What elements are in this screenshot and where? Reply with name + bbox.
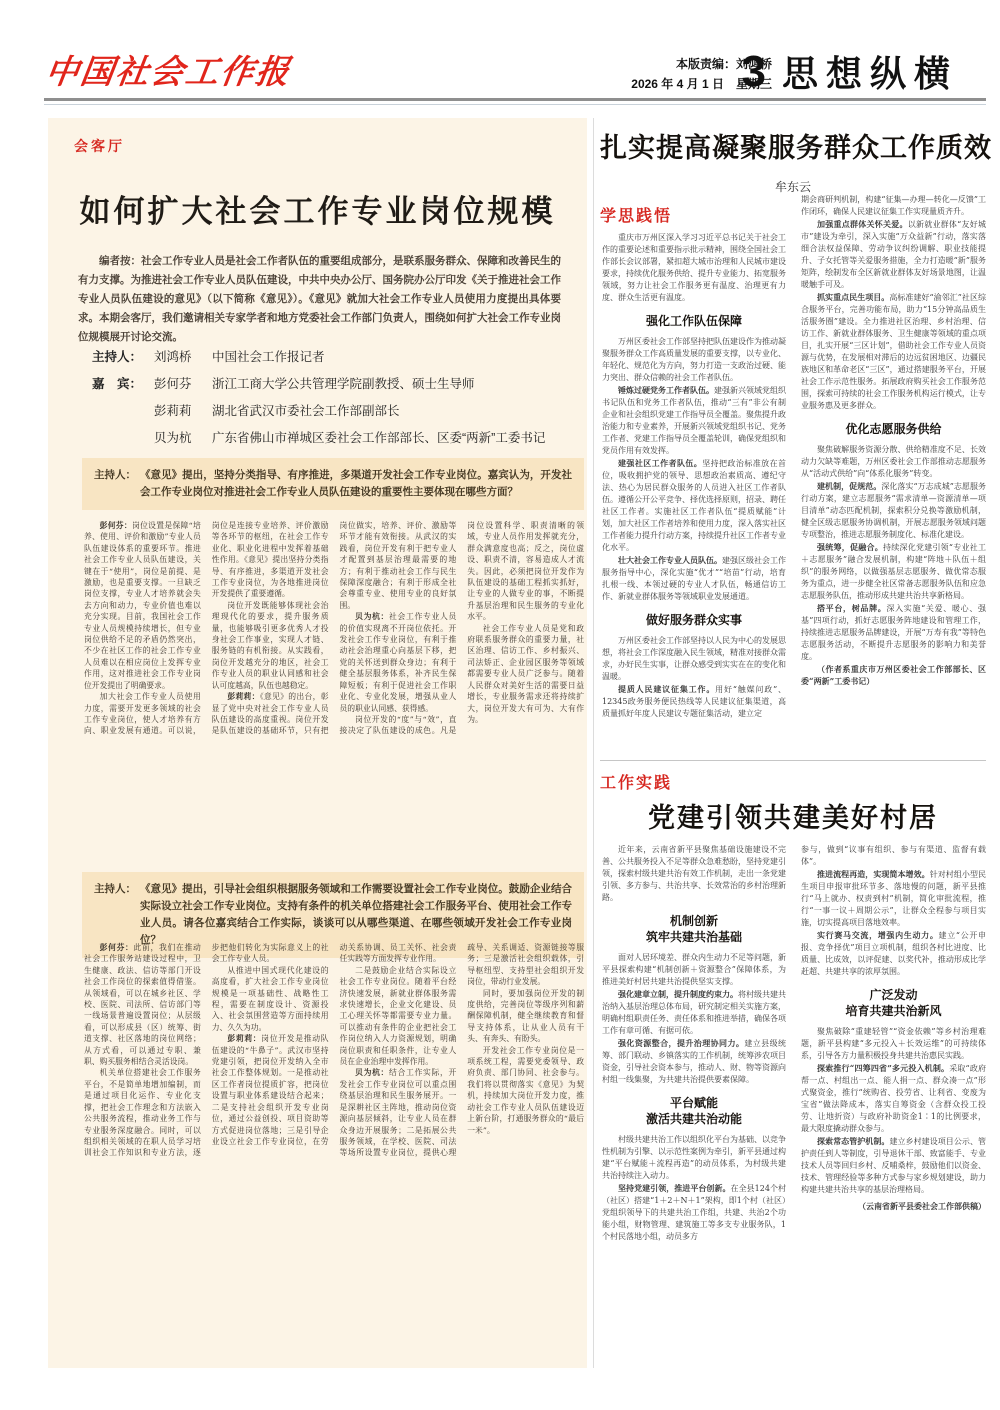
article-a-byline: 牟东云	[774, 180, 811, 194]
body-paragraph: 贝为杭：社会工作专业人员的价值实现离不开岗位依托。开发社会工作专业岗位，有利于推动社会治理重心向基层下移，把党的关怀送到群众身边；有利于健全基层服务体系，补齐民生保障短板；有利于促进社会工作职业化、专业化发展，增强从业人员的职业认同感、获得感。	[339, 612, 457, 713]
paragraph-lead: 实行赛马交流，增强内生动力。	[817, 930, 939, 940]
feature-headline: 如何扩大社会工作专业岗位规模	[79, 194, 556, 230]
host-label: 主持人：	[92, 350, 143, 364]
body-paragraph: 强统筹，促融合。持续深化党建引领“专业社工＋志愿服务”融合发展机制，构建“阵地＋队伍＋组织”的服务网络，以做强基层志愿服务、做优常态服务为重点，进一步健全社区常备志愿服务队伍和应急志愿服务队伍，推动形成共建共治共享新格局。	[801, 542, 986, 600]
guest-title: 广东省佛山市禅城区委社会工作部部长、区委“两新”工委书记	[212, 431, 546, 445]
moderator-label: 主持人：	[94, 883, 136, 895]
body-paragraph: 近年来，云南省新平县聚焦基础设施建设不完善、公共服务投入不足等群众急难愁盼，坚持党建引领，探索村级共建共治有效工作机制，走出一条党建引领、多方参与、共治共享、长效常治的乡村治理新路。	[602, 845, 786, 902]
paragraph-lead: 强化建章立制，提升制度约束力。	[618, 989, 738, 999]
paragraph-lead: 抓实重点民生项目。	[817, 292, 890, 302]
article-divider-horizontal	[600, 760, 986, 761]
moderator-question-1	[82, 458, 584, 510]
body-paragraph: 推进流程再造，实现简本增效。针对村组小型民生项目申报审批环节多、落地慢的问题，新平县推行“马上就办、权责到村”机制，简化审批流程，推行“一事一议＋周期公示”，让群众全程参与项目实施，切实提高项目落地效率。	[801, 869, 986, 927]
paragraph-lead: 贝为杭：	[355, 1068, 390, 1078]
body-paragraph: 重庆市万州区深入学习习近平总书记关于社会工作的重要论述和重要指示批示精神，围绕全国社会工作部长会议部署，紧扣超大城市治理和人民城市建设要求，持续优化服务供给、提升专业能力、拓宽服务领域，努力让社会工作服务更有温度、治理更有力度、群众生活更有温度。	[602, 233, 786, 302]
body-paragraph: 岗位开发的“度”与“效”，直接决定了队伍建设的成色。凡是岗位设置科学、职责清晰的领域，专业人员作用发挥就充分，群众满意度也高；反之，岗位虚设、职责不清，容易造成人才流失。因此，必须把岗位开发作为队伍建设的基础工程抓实抓好，让专业的人做专业的事，不断提升基层治理和民生服务的专业化水平。	[339, 521, 584, 736]
body-paragraph: 参与，做到“议事有组织、参与有渠道、监督有载体”。	[801, 845, 986, 866]
page-banner	[742, 46, 959, 97]
section-subhead: 强化工作队伍保障	[645, 314, 742, 328]
paragraph-lead: 加强重点群体关怀关爱。	[817, 219, 908, 229]
guest-row	[92, 371, 545, 398]
page-number: 3	[741, 46, 766, 96]
paragraph-lead: 探索常态管护机制。	[817, 1136, 890, 1146]
body-paragraph: 彭莉莉：《意见》的出台，彰显了党中央对社会工作专业人员队伍建设的高度重视。岗位开发是队伍建设的基础环节，只有把岗位做实，培养、评价、激励等环节才能有效衔接。从武汉的实践看，岗位开发有利于把专业人才配置到基层治理最需要的地方；有利于推动社会工作与民生保障深度融合；有利于形成全社会尊重专业、使用专业的良好氛围。	[211, 521, 457, 736]
body-paragraph: 彭莉莉：岗位开发是推动队伍建设的“牛鼻子”。武汉市坚持党建引领，把岗位开发纳入全市社会工作整体规划。一是推动社区工作者岗位提质扩容，把岗位设置与职业体系建设结合起来；二是支持社会组织开发专业岗位，通过公益创投、项目资助等方式促进岗位落地；三是引导企业设立社会工作专业岗位，在劳动关系协调、员工关怀、社会责任实践等方面发挥专业作用。	[211, 943, 457, 1146]
body-paragraph: 搭平台，树品牌。深入实施“关爱、暖心、强基”四项行动，抓好志愿服务阵地建设和管理工作，持续推进志愿服务品牌建设，开展“万寿有我”等特色志愿服务活动，不断提升志愿服务的影响力和美誉度。	[801, 603, 986, 661]
guest-title: 湖北省武汉市委社会工作部副部长	[212, 404, 400, 418]
paragraph-lead: 强统筹，促融合。	[817, 542, 883, 552]
body-paragraph: 聚焦破解服务资源分散、供给精准度不足、长效动力欠缺等难题，万州区委社会工作部推动志愿服务从“活动式供给”向“体系化服务”转变。	[801, 445, 986, 478]
article-a-headline: 扎实提高凝聚服务群众工作质效	[600, 133, 992, 164]
guest-label: 嘉 宾：	[92, 377, 143, 391]
paragraph-lead: 推进流程再造，实现简本增效。	[817, 869, 930, 879]
body-paragraph: 探索常态管护机制。建立乡村建设项目公示、管护责任到人等制度，引导退休干部、致富能手、专业技术人员等回归乡村、反哺桑梓，鼓励他们以资金、技术、管理经验等多种方式参与家乡规划建设，助力构建共建共治共享的基层治理格局。	[801, 1136, 986, 1194]
body-paragraph: 强化建章立制，提升制度约束力。将村级共建共治纳入基层治理总体布局，研究制定相关实施方案，明确村组职责任务、责任体系和推进举措，确保各项工作有章可循、有据可依。	[602, 989, 786, 1035]
header-rule-thick	[44, 98, 986, 101]
host-row	[92, 344, 545, 371]
body-paragraph: 实行赛马交流，增强内生动力。建立“公开申报、竞争择优”项目立项机制，组织各村比进度、比质量、比成效，以评促建、以奖代补，推动形成比学赶超、共建共享的浓厚氛围。	[801, 930, 986, 976]
column-divider-vertical	[593, 118, 594, 1368]
guest-title: 浙江工商大学公共管理学院副教授、硕士生导师	[212, 377, 475, 391]
body-paragraph: 建强社区工作者队伍。坚持把政治标准放在首位，吸收拥护党的领导、思想政治素质高、遵纪守法、热心为居民群众服务的人员进入社区工作者队伍。遵循公开公平竞争、择优选择原则，招录、聘任社区工作者。实施社区工作者队伍“提质赋能”计划，加大社区工作者培养和使用力度，深入落实社区工作者能力提升行动方案，持续提升社区工作者专业化水平。	[602, 458, 786, 552]
body-paragraph: 提质人民建议征集工作。用好“触媒问政”、12345政务服务便民热线等人民建议征集渠道，高质量抓好年度人民建议专题征集活动，建立定	[602, 684, 786, 718]
editor-note-text: 编者按：社会工作专业人员是社会工作者队伍的重要组成部分，是联系服务群众、保障和改善民生的有力支撑。为推进社会工作专业人员队伍建设，中共中央办公厅、国务院办公厅印发《关于推进社会工作专业人员队伍建设的意见》（以下简称《意见》）。《意见》就加大社会工作专业人员使用力度提出具体要求。本期会客厅，我们邀请相关专家学者和地方党委社会工作部门负责人，围绕如何扩大社会工作专业岗位规模展开讨论交流。	[78, 255, 561, 343]
question-text: 《意见》提出，引导社会组织根据服务领域和工作需要设置社会工作专业岗位。鼓励企业结合实际设立社会工作专业岗位。支持有条件的机关单位搭建社会工作服务平台、使用社会工作专业人员。请各位嘉宾结合工作实际，谈谈可以从哪些渠道、在哪些领域开发社会工作专业岗位？	[140, 883, 572, 946]
body-paragraph: 机关单位搭建社会工作服务平台，不是简单地增加编制，而是通过项目化运作、专业化支撑，把社会工作理念和方法嵌入公共服务流程，推动业务工作与专业服务深度融合。同时，可以组织相关领域的在职人员学习培训社会工作知识和专业方法，逐步把他们转化为实际意义上的社会工作专业人员。	[84, 943, 329, 1158]
body-paragraph: 同时，要加强岗位开发的制度供给，完善岗位等级序列和薪酬保障机制，健全继续教育和督导支持体系，让从业人员有干头、有奔头、有盼头。	[467, 988, 584, 1044]
guest-row	[92, 425, 545, 452]
editor-line: 本版责编：刘鸿桥	[675, 57, 772, 71]
body-paragraph: 面对人居环境差、群众内生动力不足等问题，新平县探索构建“机制创新＋资源整合”保障体系，为推进美好村居共建共治提供坚实支撑。	[602, 953, 786, 986]
newspaper-masthead: 中国社会工作报	[42, 52, 294, 91]
panel-list	[92, 344, 545, 452]
date-line: 2026 年 4 月 1 日 星期三	[631, 77, 772, 91]
section-subhead: 机制创新 筑牢共建共治基础	[645, 914, 742, 944]
paragraph-lead: 强化资源整合，提升治理协同力。	[618, 1038, 745, 1048]
column-label-huiketing: 会客厅	[74, 138, 125, 154]
host-title: 中国社会工作报记者	[212, 350, 325, 364]
column-label-xuesijianwu: 学思践悟	[600, 208, 673, 225]
body-paragraph: 彭何芬：此前，我们在推动社会工作服务站建设过程中，卫生健康、政法、信访等部门开设社会工作岗位的探索值得借鉴。从领域看，可以在城乡社区、学校、医院、司法所、信访部门等一线场景普遍设置岗位；从层级看，可以形成县（区）统筹、街道支撑、社区落地的岗位网络；从方式看，可以通过专职、兼职、购买服务相结合灵活设岗。	[84, 943, 201, 1067]
body-paragraph: 岗位开发既能够体现社会治理现代化的要求，提升服务质量，也能够吸引更多优秀人才投身社会工作事业，实现人才链、服务链的有机衔接。从实践看，岗位开发越充分的地区，社会工作专业人员的职业认同感和社会认可度越高，队伍也越稳定。	[211, 600, 329, 690]
body-paragraph: 坚持党建引领，推进平台创新。在全县124个村（社区）搭建“1＋2＋N＋1”架构，即1个村（社区）党组织领导下的共建共治工作组，共建、共治2个功能小组，财物管理、建筑施工等多支专业服务队，1个村民落地小组，动员多方	[602, 1183, 786, 1241]
article-b-column-1	[602, 844, 786, 1364]
body-paragraph: 锤炼过硬党务工作者队伍。建强新兴领域党组织书记队伍和党务工作者队伍，推动“三有”非公有制企业和社会组织党建工作指导员全覆盖。聚焦提升政治能力和专业素养，开展新兴领域党组织书记、党务工作者、党建工作指导员全覆盖轮训，确保党组织和党员作用有效发挥。	[602, 385, 786, 455]
body-paragraph: 强化资源整合，提升治理协同力。建立县级统筹、部门联动、乡镇落实的工作机制，统筹涉农项目资金，引导社会资本参与，推动人、财、物等资源向村组一线集聚，为共建共治提供要素保障。	[602, 1038, 786, 1084]
roundtable-answers-1	[84, 520, 584, 860]
body-paragraph: 万州区委社会工作部坚持把队伍建设作为推动凝聚服务群众工作高质量发展的重要支撑，以专业化、年轻化、规范化为方向，努力打造一支政治过硬、能力突出、群众信赖的社会工作者队伍。	[602, 337, 786, 382]
body-paragraph: 贝为杭：结合工作实际，开发社会工作专业岗位可以重点围绕基层治理和民生服务展开。一是深耕社区主阵地，推动岗位资源向基层倾斜，让专业人员在群众身边开展服务；二是拓展公共服务领域，在学校、医院、司法等场所设置专业岗位，提供心理疏导、关系调适、资源链接等服务；三是激活社会组织载体，引导枢纽型、支持型社会组织开发岗位，带动行业发展。	[339, 943, 584, 1158]
paragraph-lead: 壮大社会工作专业人员队伍。	[618, 555, 722, 565]
header-rule-thin	[44, 104, 986, 105]
paragraph-lead: 提质人民建议征集工作。	[618, 684, 716, 694]
paragraph-lead: 建机制，促规范。	[817, 481, 882, 491]
body-paragraph: 期会商研判机制，构建“征集—办理—转化—反馈”工作闭环，确保人民建议征集工作实现量质齐升。	[801, 195, 986, 216]
paragraph-lead: 探索推行“四筹四省”多元投入机制。	[817, 1063, 950, 1073]
body-paragraph: 万州区委社会工作部坚持以人民为中心的发展思想，将社会工作深度融入民生领域，精准对接群众需求，办好民生实事，让群众感受到实实在在的变化和温暖。	[602, 636, 786, 681]
section-title: 思想纵横	[781, 53, 958, 94]
paragraph-lead: 建强社区工作者队伍。	[618, 458, 703, 468]
column-label-gongzuoshijian: 工作实践	[600, 775, 673, 792]
article-b-column-2	[801, 844, 986, 1364]
body-paragraph: 抓实重点民生项目。高标准建好“渝邻汇”社区综合服务平台，完善功能布局，助力“15分钟高品质生活服务圈”建设。全力推进社区治理、乡村治理、信访工作、新就业群体服务、卫生健康等领域的重点项目，扎实开展“三区计划”，借助社会工作专业人员资源与优势，在发展相对滞后的边远贫困地区、边疆民族地区和革命老区“三区”，通过搭建服务平台，开展社会工作示范性服务。拓展政府购买社会工作服务范围，探索可持续的社会工作服务机构运行模式，让专业服务惠及更多群众。	[801, 292, 986, 410]
source-caption: （云南省新平县委社会工作部供稿）	[858, 1201, 986, 1211]
section-subhead: 优化志愿服务供给	[845, 422, 942, 436]
body-paragraph: 从推进中国式现代化建设的高度看，扩大社会工作专业岗位规模是一项基础性、战略性工程，需要在制度设计、资源投入、社会氛围营造等方面持续用力、久久为功。	[211, 965, 329, 1032]
paragraph-lead: 搭平台，树品牌。	[817, 603, 887, 613]
author-note: （作者系重庆市万州区委社会工作部部长、区委“两新”工委书记）	[801, 664, 986, 686]
paragraph-lead: 贝为杭：	[355, 612, 390, 622]
body-paragraph: 村级共建共治工作以组织化平台为基础、以竞争性机制为引擎、以示范性案例为牵引，新平县通过构建“平台赋能＋流程再造”的动员体系，为村级共建共治持续注入动力。	[602, 1135, 786, 1180]
body-paragraph: 社会工作专业人员是党和政府联系服务群众的重要力量，社区治理、信访工作、乡村振兴、司法矫正、企业园区服务等领域都需要专业人员广泛参与。随着人民群众对美好生活的需要日益增长，专业服务需求还将持续扩大，岗位开发大有可为、大有作为。	[467, 623, 584, 724]
moderator-label: 主持人：	[94, 469, 136, 481]
article-b-headline: 党建引领共建美好村居	[648, 803, 938, 834]
paragraph-lead: 彭何芬：	[99, 943, 134, 952]
paragraph-lead: 锤炼过硬党务工作者队伍。	[618, 385, 714, 395]
right-column	[600, 118, 992, 1368]
paragraph-lead: 坚持党建引领，推进平台创新。	[618, 1183, 731, 1193]
body-paragraph: 加强重点群体关怀关爱。以新就业群体“友好城市”建设为牵引，深入实施“万众益新”行动，落实落细合法权益保障、劳动争议纠纷调解、职业技能提升、子女托管等关爱服务措施，全力打造暖“新”服务矩阵，绘制发布全区新就业群体友好场景地图，让温暖触手可及。	[801, 219, 986, 289]
body-paragraph: 探索推行“四筹四省”多元投入机制。采取“政府帮一点、村组出一点、能人捐一点、群众凑一点”形式聚资金，推行“统购省、投劳省、让利省、变废为宝省”做法降成本，落实自筹资金（含群众投工投劳、让地折资）与政府补助资金1∶1的比例要求，最大限度撬动群众参与。	[801, 1063, 986, 1133]
guest-name: 贝为杭	[154, 431, 192, 445]
body-paragraph: 开发社会工作专业岗位是一项系统工程，需要党委领导、政府负责、部门协同、社会参与。我们将以贯彻落实《意见》为契机，持续加大岗位开发力度，推动社会工作专业人员队伍建设迈上新台阶，打通服务群众的“最后一米”。	[467, 1045, 584, 1135]
roundtable-answers-2	[84, 942, 584, 1354]
paragraph-lead: 彭何芬：	[99, 521, 132, 530]
body-paragraph: 聚焦破除“重建轻管”“资金依赖”等乡村治理难题，新平县构建“多元投入＋长效运维”的可持续体系，引导各方力量积极投身共建共治惠民实践。	[801, 1027, 986, 1060]
section-subhead: 广泛发动 培育共建共治新风	[845, 988, 942, 1018]
body-paragraph: 壮大社会工作专业人员队伍。建强区级社会工作服务指导中心，深化实施“优才”“培苗”行动，培育扎根一线、本领过硬的专业人才队伍，畅通信访工作、新就业群体服务等领域职业发展通道。	[602, 555, 786, 601]
article-a-column-1	[602, 232, 786, 755]
roundtable-feature-box	[48, 118, 587, 1368]
host-name: 刘鸿桥	[154, 350, 192, 364]
guest-row	[92, 398, 545, 425]
section-subhead: 平台赋能 激活共建共治动能	[645, 1096, 742, 1126]
body-paragraph: 建机制，促规范。深化落实“万志成城”志愿服务行动方案，建立志愿服务“需求清单—资源清单—项目清单”动态匹配机制，探索积分兑换等激励机制，健全区级志愿服务协调机制，开展志愿服务领域问题专项整治，推进志愿服务制度化、标准化建设。	[801, 481, 986, 539]
article-a-column-2	[801, 194, 986, 755]
question-text: 《意见》提出，坚持分类指导、有序推进，多渠道开发社会工作专业岗位。嘉宾认为，开发社会工作专业岗位对推进社会工作专业人员队伍建设的重要性主要体现在哪些方面？	[140, 469, 572, 498]
body-paragraph: 二是鼓励企业结合实际设立社会工作专业岗位。随着平台经济快速发展，新就业群体服务需求快速增长，企业文化建设、员工心理关怀等都需要专业力量。可以推动有条件的企业把社会工作岗位纳入人力资源规划，明确岗位职责和任职条件，让专业人员在企业治理中发挥作用。	[339, 965, 457, 1067]
guest-name: 彭何芬	[154, 377, 192, 391]
paragraph-lead: 彭莉莉：	[227, 1034, 262, 1044]
section-subhead: 做好服务群众实事	[645, 613, 742, 627]
body-paragraph: 彭何芬：岗位设置是保障“培养、使用、评价和激励”专业人员队伍建设体系的重要环节。推进社会工作专业人员队伍建设，关键在于“使用”，岗位是前提、是激励，也是重要支撑。一旦缺乏岗位支撑，专业人才培养就会失去方向和动力，专业价值也难以充分实现。目前，我国社会工作专业人员规模持续增长，但专业岗位供给不足的矛盾仍然突出，不少在社区工作的社会工作专业人员难以在相应岗位上发挥专业作用，这对推进社会工作专业岗位开发提出了明确要求。	[84, 521, 201, 690]
body-paragraph: 加大社会工作专业人员使用力度，需要开发更多领域的社会工作专业岗位，使人才培养有方向、职业发展有通道。可以说，岗位是连接专业培养、评价激励等各环节的枢纽，在社会工作专业化、职业化进程中发挥着基础性作用。《意见》提出坚持分类指导、有序推进，多渠道开发社会工作专业岗位，为各地推进岗位开发提供了重要遵循。	[84, 521, 329, 736]
guest-name: 彭莉莉	[154, 404, 192, 418]
editor-note	[78, 252, 561, 347]
paragraph-lead: 彭莉莉：	[227, 692, 260, 702]
